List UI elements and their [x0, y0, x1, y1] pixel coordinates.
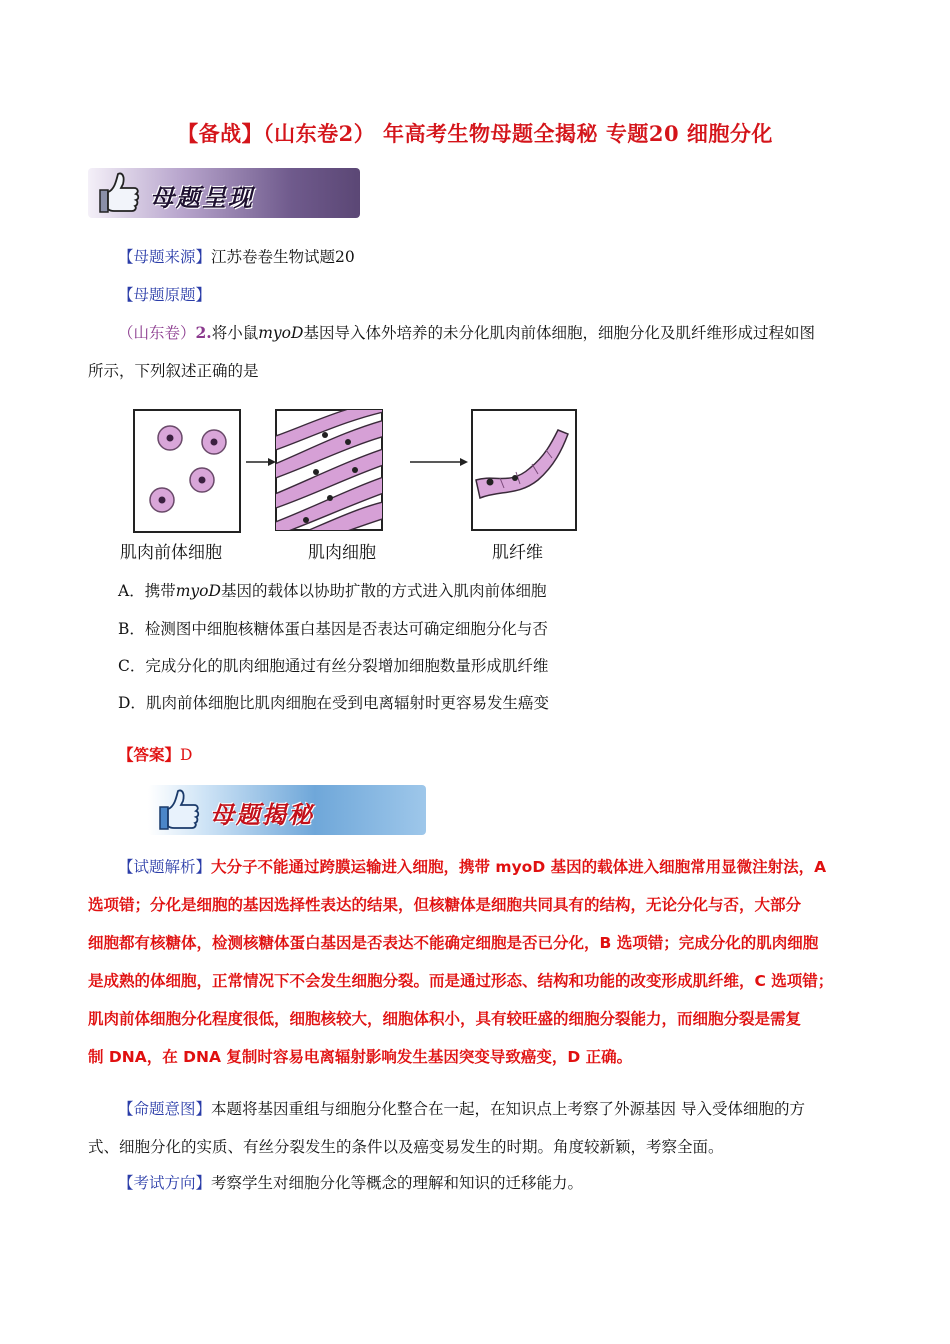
analysis-line: 制 DNA，在 DNA 复制时容易电离辐射影响发生基因突变导致癌变，D 正确。: [88, 1048, 633, 1066]
original-tag: 【母题原题】: [118, 286, 212, 304]
muscle-fiber-box: [472, 410, 576, 530]
source-line: [118, 246, 355, 268]
option-pre: 携带: [144, 582, 176, 600]
option-c: [118, 655, 548, 677]
option-b: [118, 618, 548, 640]
intent-tag: 【命题意图】: [118, 1100, 212, 1118]
question-part1: 将小鼠: [211, 324, 259, 342]
option-text: 肌肉前体细胞比肌肉细胞在受到电离辐射时更容易发生癌变: [145, 694, 549, 712]
option-d: [118, 692, 549, 714]
intent-text: 本题将基因重组与细胞分化整合在一起，在知识点上考察了外源基因 导入受体细胞的方: [211, 1100, 805, 1118]
analysis-line: 肌肉前体细胞分化程度很低，细胞核较大，细胞体积小，具有较旺盛的细胞分裂能力，而细胞分裂是需复: [88, 1010, 802, 1028]
direction-line: [118, 1172, 583, 1194]
question-number: 2.: [195, 323, 212, 342]
intent-line-2: 式、细胞分化的实质、有丝分裂发生的条件以及癌变易发生的时期。角度较新颖，考察全面。: [88, 1138, 724, 1156]
precursor-cells-box: [134, 410, 240, 532]
question-line-2: 所示，下列叙述正确的是: [88, 362, 259, 380]
option-letter: B．: [118, 620, 145, 638]
analysis-tag: 【试题解析】: [118, 858, 212, 876]
question-gene: myoD: [258, 324, 304, 342]
option-a: [118, 580, 546, 602]
analysis-line: [118, 856, 826, 878]
figure-label-muscle-cell: 肌肉细胞: [308, 543, 376, 563]
direction-text: 考察学生对细胞分化等概念的理解和知识的迁移能力。: [211, 1174, 584, 1192]
original-line: [118, 284, 211, 306]
question-line-1: [118, 322, 815, 344]
analysis-line: 选项错；分化是细胞的基因选择性表达的结果，但核糖体是细胞共同具有的结构，无论分化与否，大部分: [88, 896, 802, 914]
analysis-line: 是成熟的体细胞，正常情况下不会发生细胞分裂。而是通过形态、结构和功能的改变形成肌纤维，C 选项错；: [88, 972, 834, 990]
answer-value: D: [180, 746, 193, 764]
direction-tag: 【考试方向】: [118, 1174, 212, 1192]
answer-tag: 【答案】: [118, 745, 181, 764]
analysis-text: 大分子不能通过跨膜运输进入细胞，携带 myoD 基因的载体进入细胞常用显微注射法，A: [211, 858, 827, 876]
banner-title: 母题呈现: [150, 183, 254, 212]
figure-label-muscle-fiber: 肌纤维: [492, 543, 543, 563]
section-banner-presentation: [88, 168, 360, 218]
option-letter: C．: [118, 657, 146, 675]
option-letter: A．: [118, 582, 145, 600]
figure-label-precursor: 肌肉前体细胞: [120, 543, 222, 563]
source-text: 江苏卷卷生物试题20: [211, 248, 355, 266]
page-title: 【备战】（山东卷2） 年高考生物母题全揭秘 专题20 细胞分化: [177, 121, 773, 146]
option-text: 检测图中细胞核糖体蛋白基因是否表达可确定细胞分化与否: [144, 620, 548, 638]
section-banner-analysis: [148, 785, 426, 835]
thumbs-up-icon: [90, 168, 144, 218]
option-gene: myoD: [175, 582, 221, 600]
question-part2: 基因导入体外培养的未分化肌肉前体细胞，细胞分化及肌纤维形成过程如图: [303, 324, 815, 342]
intent-line-1: [118, 1098, 805, 1120]
source-tag: 【母题来源】: [118, 248, 212, 266]
option-letter: D．: [118, 694, 146, 712]
option-text: 完成分化的肌肉细胞通过有丝分裂增加细胞数量形成肌纤维: [145, 657, 549, 675]
banner-title: 母题揭秘: [210, 800, 314, 829]
analysis-line: 细胞都有核糖体，检测核糖体蛋白基因是否表达不能确定细胞是否已分化，B 选项错；完成分化的肌肉细胞: [88, 934, 819, 952]
answer-line: [118, 744, 192, 766]
question-region: （山东卷）: [118, 324, 196, 342]
thumbs-up-icon: [150, 785, 204, 835]
option-post: 基因的载体以协助扩散的方式进入肌肉前体细胞: [220, 582, 547, 600]
